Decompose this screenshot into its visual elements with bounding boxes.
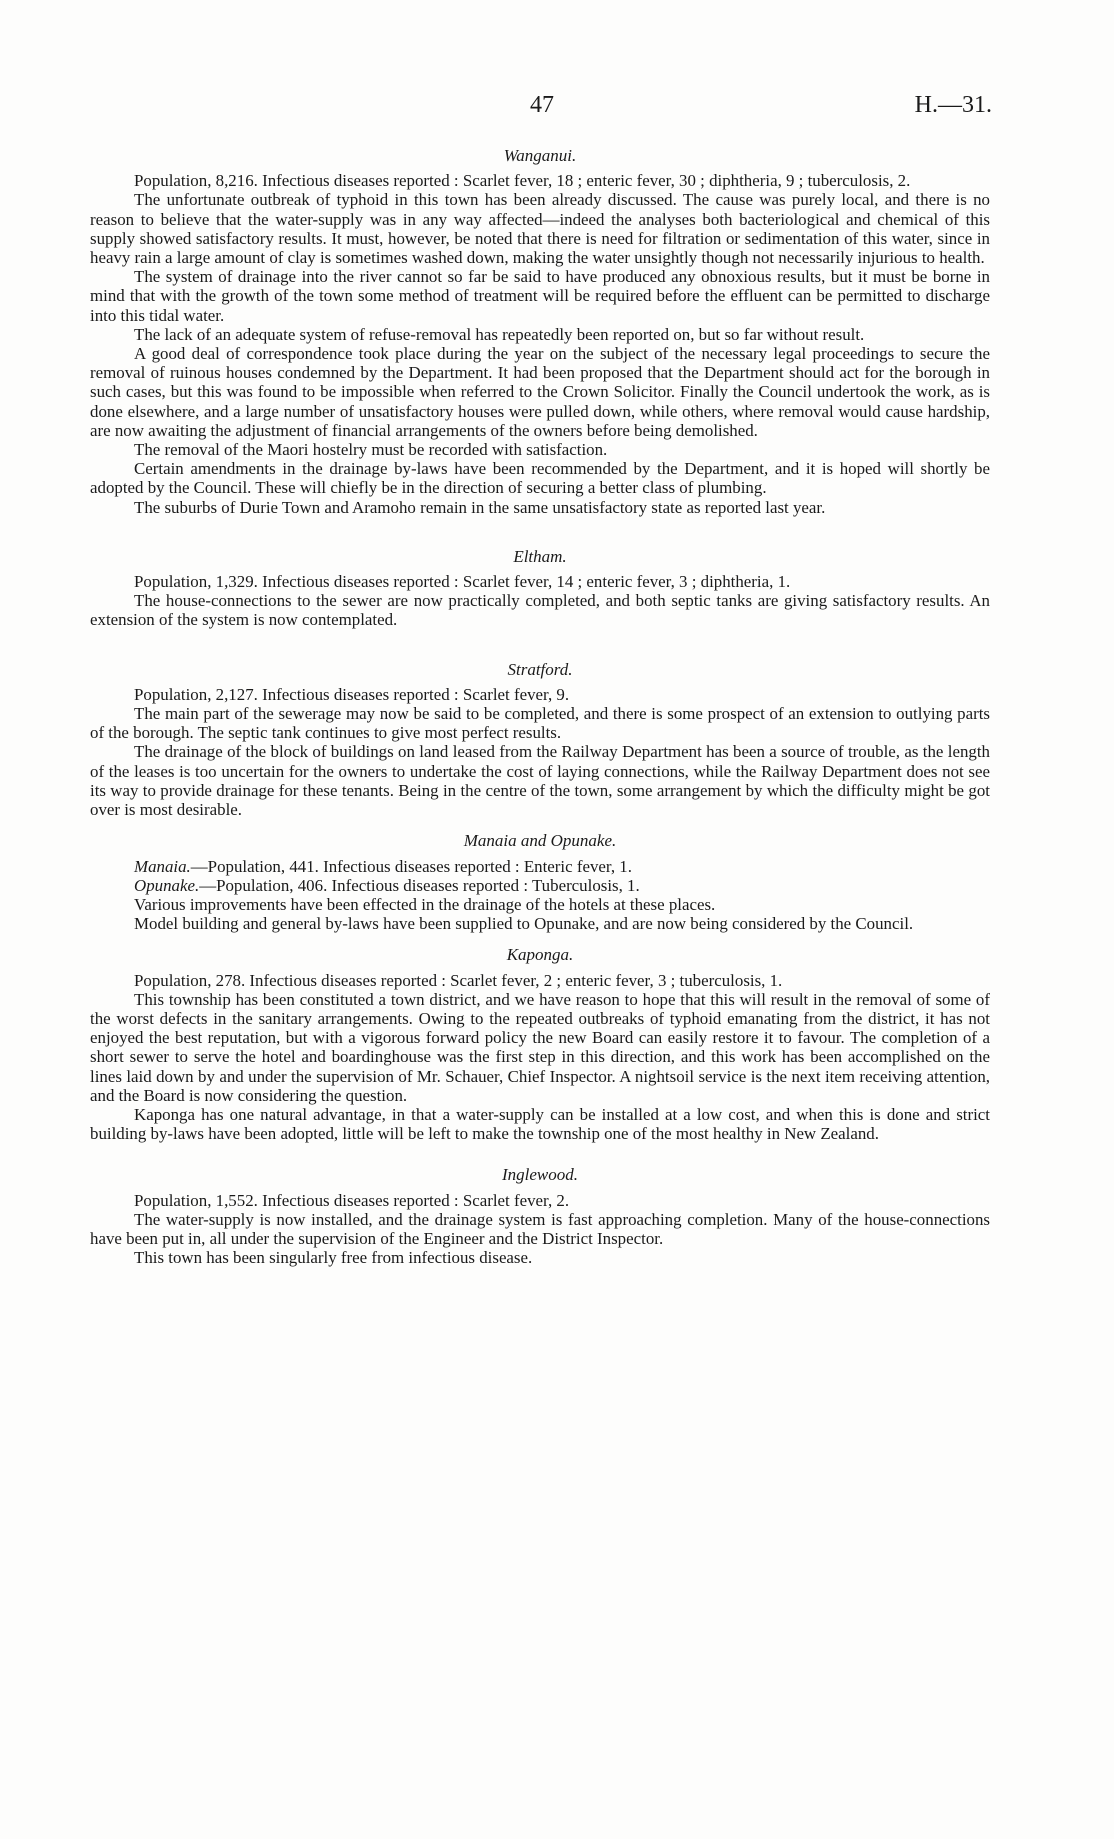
page-header bbox=[92, 92, 992, 126]
section-eltham bbox=[90, 547, 990, 630]
paragraph: Population, 278. Infectious diseases reported : Scarlet fever, 2 ; enteric fever, 3 ; tuberculosis, 1. bbox=[134, 970, 783, 990]
paragraph: Population, 8,216. Infectious diseases reported : Scarlet fever, 18 ; enteric fever, 30 ; diphtheria, 9 ; tuberculosis, 2. bbox=[134, 171, 911, 191]
section-stratford bbox=[90, 660, 990, 820]
paragraph: A good deal of correspondence took place during the year on the subject of the necessary legal proceedings to secure the removal of ruinous houses condemned by the Department. It had been proposed that the Department should act for the borough in such cases, but this was found to be impossible when referred to the Crown Solicitor. Finally the Council undertook the work, as is done elsewhere, and a large number of unsatisfactory houses were pulled down, while others, where removal would cause hardship, are now awaiting the adjustment of financial arrangements of the owners before being demolished. bbox=[90, 344, 990, 440]
section-heading: Kaponga. bbox=[506, 945, 574, 965]
paragraph: Population, 1,552. Infectious diseases reported : Scarlet fever, 2. bbox=[134, 1190, 570, 1210]
paragraph: The suburbs of Durie Town and Aramoho remain in the same unsatisfactory state as reported last year. bbox=[134, 497, 826, 517]
section-wanganui bbox=[90, 146, 990, 517]
paragraph: Kaponga has one natural advantage, in that a water-supply can be installed at a low cost, and when this is done and strict building by-laws have been adopted, little will be left to make the township one of the most healthy in New Zealand. bbox=[90, 1104, 990, 1144]
paragraph: The main part of the sewerage may now be said to be completed, and there is some prospect of an extension to outlying parts of the borough. The septic tank continues to give most perfect results. bbox=[90, 704, 990, 743]
paragraph: Certain amendments in the drainage by-laws have been recommended by the Department, and it is hoped will shortly be adopted by the Council. These will chiefly be in the direction of securing a better class of plumbing. bbox=[90, 459, 990, 498]
section-heading: Inglewood. bbox=[501, 1165, 579, 1185]
paragraph: The water-supply is now installed, and the drainage system is fast approaching completion. Many of the house-connections have been put in, all under the supervision of the Engineer and the District Inspector. bbox=[90, 1209, 990, 1248]
place-name: Opunake. bbox=[134, 875, 200, 895]
place-details: —Population, 406. Infectious diseases reported : Tuberculosis, 1. bbox=[199, 875, 640, 895]
paragraph: Various improvements have been effected in the drainage of the hotels at these places. bbox=[134, 894, 716, 914]
paragraph: The lack of an adequate system of refuse-removal has repeatedly been reported on, but so far without result. bbox=[134, 324, 865, 344]
section-heading: Wanganui. bbox=[503, 146, 577, 165]
paragraph: Population, 1,329. Infectious diseases reported : Scarlet fever, 14 ; enteric fever, 3 ; diphtheria, 1. bbox=[134, 572, 791, 592]
document-reference: H.—31. bbox=[914, 92, 992, 118]
paragraph: Model building and general by-laws have been supplied to Opunake, and are now being considered by the Council. bbox=[134, 914, 914, 934]
paragraph: The removal of the Maori hostelry must be recorded with satisfaction. bbox=[134, 440, 608, 460]
paragraph: This town has been singularly free from infectious disease. bbox=[134, 1248, 533, 1268]
section-heading: Eltham. bbox=[513, 546, 567, 566]
page-body bbox=[90, 146, 990, 1267]
paragraph: The drainage of the block of buildings on land leased from the Railway Department has been a source of trouble, as the length of the leases is too uncertain for the owners to undertake the cost of laying connections, while the Railway Department does not see its way to provide drainage for these tenants. Being in the centre of the town, some arrangement by which the difficulty might be got over is most desirable. bbox=[90, 742, 990, 820]
section-heading: Manaia and Opunake. bbox=[463, 831, 617, 851]
paragraph: The house-connections to the sewer are now practically completed, and both septic tanks are giving satisfactory results. An extension of the system is now contemplated. bbox=[90, 591, 990, 630]
place-details: —Population, 441. Infectious diseases reported : Enteric fever, 1. bbox=[190, 856, 632, 876]
paragraph bbox=[90, 857, 990, 876]
section-kaponga bbox=[90, 945, 990, 1143]
section-inglewood bbox=[90, 1165, 990, 1267]
section-heading: Stratford. bbox=[507, 659, 573, 679]
paragraph: This township has been constituted a town district, and we have reason to hope that this will result in the removal of some of the worst defects in the sanitary arrangements. Owing to the repeated outbreaks of typhoid emanating from the district, it has not enjoyed the best reputation, but with a vigorous forward policy the new Board can easily restore it to favour. The completion of a short sewer to serve the hotel and boardinghouse was the first step in this direction, and this work has been accomplished on the lines laid down by and under the supervision of Mr. Schauer, Chief Inspector. A nightsoil service is the next item receiving attention, and the Board is now considering the question. bbox=[90, 989, 990, 1105]
paragraph bbox=[90, 876, 990, 895]
place-name: Manaia. bbox=[134, 856, 191, 876]
section-manaia-opunake bbox=[90, 831, 990, 933]
paragraph: The unfortunate outbreak of typhoid in this town has been already discussed. The cause was purely local, and there is no reason to believe that the water-supply was in any way affected—indeed the analyses both bacteriological and chemical of this supply showed satisfactory results. It must, however, be noted that there is need for filtration or sedimentation of this water, since in heavy rain a large amount of clay is sometimes washed down, making the water unsightly though not necessarily injurious to health. bbox=[90, 190, 990, 268]
paragraph: The system of drainage into the river cannot so far be said to have produced any obnoxious results, but it must be borne in mind that with the growth of the town some method of treatment will be required before the effluent can be permitted to discharge into this tidal water. bbox=[90, 267, 990, 325]
paragraph: Population, 2,127. Infectious diseases reported : Scarlet fever, 9. bbox=[134, 684, 570, 704]
page-number: 47 bbox=[530, 92, 554, 118]
